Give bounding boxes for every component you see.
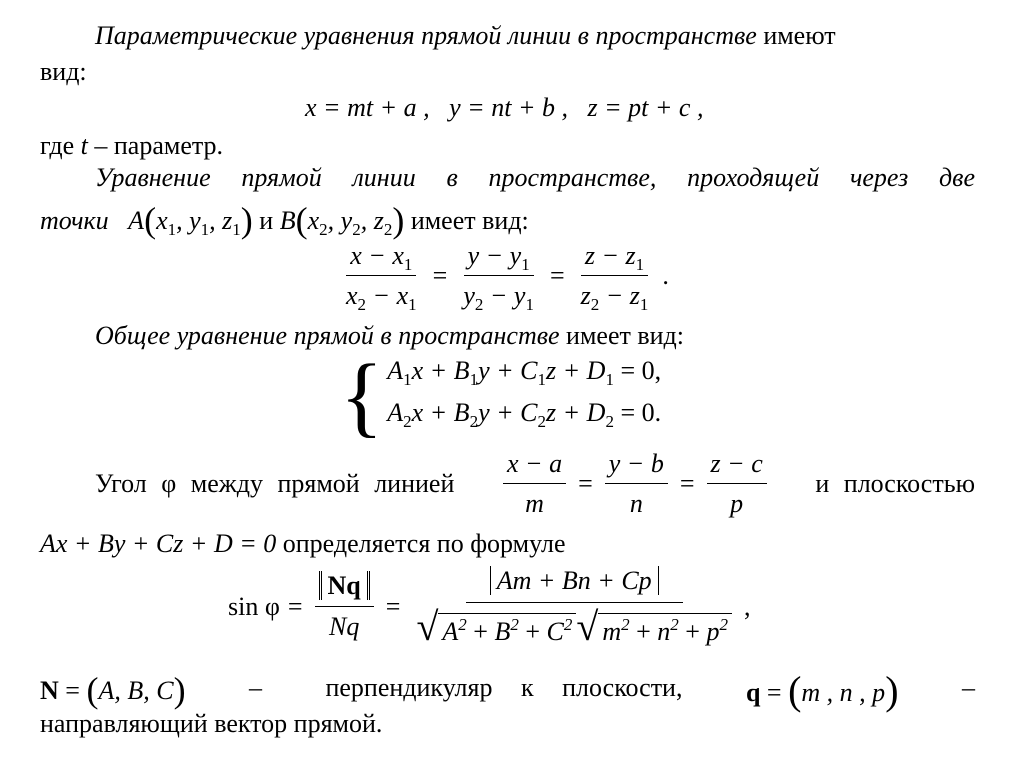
den-y: y xyxy=(463,281,475,311)
num-x: x − x xyxy=(350,241,404,270)
eq-z: z = pt + c , xyxy=(587,93,704,122)
num-y: y − y xyxy=(467,241,522,270)
sq: 2 xyxy=(510,615,519,634)
para3-line xyxy=(95,320,684,351)
sub: 2 xyxy=(319,220,328,239)
equals: = xyxy=(58,676,87,706)
equals: = xyxy=(549,261,565,291)
sq: 2 xyxy=(621,615,630,634)
dash: – xyxy=(961,673,975,703)
perp-text: перпендикуляр к плоскости, xyxy=(325,673,683,703)
has-form: имеет вид: xyxy=(410,206,529,235)
plus: + xyxy=(629,617,658,646)
equals: = xyxy=(760,678,789,707)
coef-A: A xyxy=(387,398,404,427)
fraction-main xyxy=(412,565,736,650)
sub: 1 xyxy=(639,295,649,315)
sub: 2 xyxy=(590,295,600,315)
equals: = xyxy=(432,261,448,291)
p: p xyxy=(706,617,720,646)
sin-phi: sin φ xyxy=(228,591,280,621)
sub: 1 xyxy=(403,255,413,274)
B-y: y xyxy=(340,206,353,235)
para3-italic: Общее уравнение прямой в пространстве xyxy=(95,321,560,350)
den-n: n xyxy=(629,489,643,519)
sub: 2 xyxy=(537,412,546,431)
para6-line1 xyxy=(40,664,975,712)
num-y-b: y − b xyxy=(605,448,668,484)
angle-text: Угол φ между прямой линией xyxy=(95,469,455,499)
A-y: y xyxy=(189,206,201,235)
equals: = xyxy=(287,591,303,621)
A: A xyxy=(442,617,459,646)
term-z: z + D xyxy=(546,356,606,385)
para1-rest: имеют xyxy=(763,21,836,50)
sub: 1 xyxy=(537,370,546,389)
para5-rest: определяется по формуле xyxy=(276,529,566,558)
den-m: m xyxy=(525,489,544,519)
num-x-a: x − a xyxy=(503,448,566,484)
B-z: z xyxy=(373,206,384,235)
parametric-equations xyxy=(305,92,703,123)
sq: 2 xyxy=(719,615,728,634)
A-label: A xyxy=(128,206,145,235)
sub: 2 xyxy=(474,295,484,315)
sub: 2 xyxy=(383,220,393,239)
left-brace: { xyxy=(340,347,384,446)
num-z-c: z − c xyxy=(707,448,767,484)
fraction-z xyxy=(577,240,653,315)
and-word: и xyxy=(259,206,274,235)
num-z: z − z xyxy=(584,241,636,270)
system-row-2 xyxy=(387,397,661,439)
den-p: p xyxy=(730,489,744,519)
sqrt-ABC: √ $A^2 + B^2 + C^2$ xyxy=(416,607,576,647)
sub: 1 xyxy=(200,220,210,239)
points-word: точки xyxy=(40,206,109,235)
where-suffix: – параметр. xyxy=(87,131,224,160)
eq-y: y = nt + b , xyxy=(449,93,568,122)
dash: – xyxy=(249,673,263,703)
sub: 2 xyxy=(352,220,361,239)
q-components: m , n , p xyxy=(801,678,886,707)
where-prefix: где xyxy=(40,131,81,160)
q-vector: q = (m , n , p) xyxy=(745,668,899,713)
point-B: $B(x_2$, $y_2$, $z_2$) xyxy=(279,200,405,240)
A-z: z xyxy=(222,206,233,235)
sub: 1 xyxy=(521,255,530,274)
n: n xyxy=(657,617,671,646)
sub: 1 xyxy=(232,220,241,239)
term-x: x + B xyxy=(411,398,470,427)
sub: 1 xyxy=(403,370,412,389)
A-x: x xyxy=(156,206,168,235)
C: C xyxy=(546,617,564,646)
para2-line2 xyxy=(40,196,529,239)
canonical-line-equation xyxy=(499,448,771,519)
plane-equation: Ax + By + Cz + D = 0 xyxy=(40,529,277,558)
general-system xyxy=(340,347,662,446)
sub: 1 xyxy=(408,295,417,315)
den-x: x xyxy=(346,281,358,311)
plus: + xyxy=(518,617,547,646)
period: . xyxy=(662,261,669,291)
sub: 2 xyxy=(403,412,412,431)
point-A: $A(x_1$, $y_1$, $z_1$) xyxy=(128,200,253,240)
sq: 2 xyxy=(563,615,573,634)
para3-rest: имеет вид: xyxy=(566,321,684,350)
row-end: = 0, xyxy=(613,356,662,385)
B: B xyxy=(494,617,511,646)
fraction-x xyxy=(342,240,421,315)
plus: + xyxy=(678,617,707,646)
B-label: B xyxy=(279,206,296,235)
sub: 2 xyxy=(605,412,614,431)
eq-x: x = mt + a , xyxy=(305,93,430,122)
term-y: y + C xyxy=(478,398,538,427)
equals: = xyxy=(578,469,593,499)
equals: = xyxy=(679,469,695,499)
para6-line2: направляющий вектор прямой. xyxy=(40,709,383,738)
den-z: z xyxy=(580,281,591,311)
para4-line xyxy=(95,448,975,519)
t-symbol: t xyxy=(80,131,88,160)
plus: + xyxy=(466,617,495,646)
N-bold: N xyxy=(40,676,59,706)
q-bold: q xyxy=(745,678,761,707)
para2-italic-line1: Уравнение прямой линии в пространстве, проходящей через две xyxy=(95,163,975,192)
para1-line2: вид: xyxy=(40,57,87,86)
sq: 2 xyxy=(670,615,679,634)
den-y-b: − y xyxy=(483,281,526,311)
sub: 1 xyxy=(469,370,479,389)
row-end: = 0. xyxy=(613,398,662,427)
term-z: z + D xyxy=(546,398,606,427)
sub: 2 xyxy=(469,412,479,431)
N-components: A, B, C xyxy=(98,676,174,706)
sin-formula xyxy=(228,565,751,650)
m: m xyxy=(602,617,622,646)
N-vector: N = (A, B, C) xyxy=(40,670,186,711)
den-x-b: − x xyxy=(366,281,409,311)
sub: 1 xyxy=(167,220,177,239)
coef-A: A xyxy=(387,356,404,385)
sub: 1 xyxy=(635,255,645,274)
sub: 1 xyxy=(525,295,534,315)
term-x: x + B xyxy=(411,356,470,385)
para2-line1 xyxy=(95,162,975,193)
sqrt-mnp: √ $m^2 + n^2 + p^2$ xyxy=(576,607,732,647)
plane-text: и плоскостью xyxy=(815,469,975,499)
comma: , xyxy=(743,591,751,621)
B-x: x xyxy=(307,206,320,235)
numerator-abs: Am + Bn + Cp xyxy=(490,566,659,595)
system-row-1 xyxy=(387,355,661,397)
den-z-b: − z xyxy=(599,281,640,311)
para1-italic: Параметрические уравнения прямой линии в пространстве xyxy=(95,21,757,50)
two-point-equation xyxy=(338,240,669,315)
sq: 2 xyxy=(458,615,467,634)
equals: = xyxy=(385,591,401,621)
para1-line1 xyxy=(95,20,836,51)
sub: 2 xyxy=(357,295,367,315)
para5-line xyxy=(40,528,566,559)
Nq-bold: Nq xyxy=(319,571,370,600)
where-t-line xyxy=(40,130,223,161)
term-y: y + C xyxy=(478,356,538,385)
fraction-Nq xyxy=(315,570,374,641)
fraction-y xyxy=(459,240,538,315)
sub: 1 xyxy=(605,370,614,389)
Nq-scalar: Nq xyxy=(328,611,360,641)
denominator-roots xyxy=(412,603,736,650)
